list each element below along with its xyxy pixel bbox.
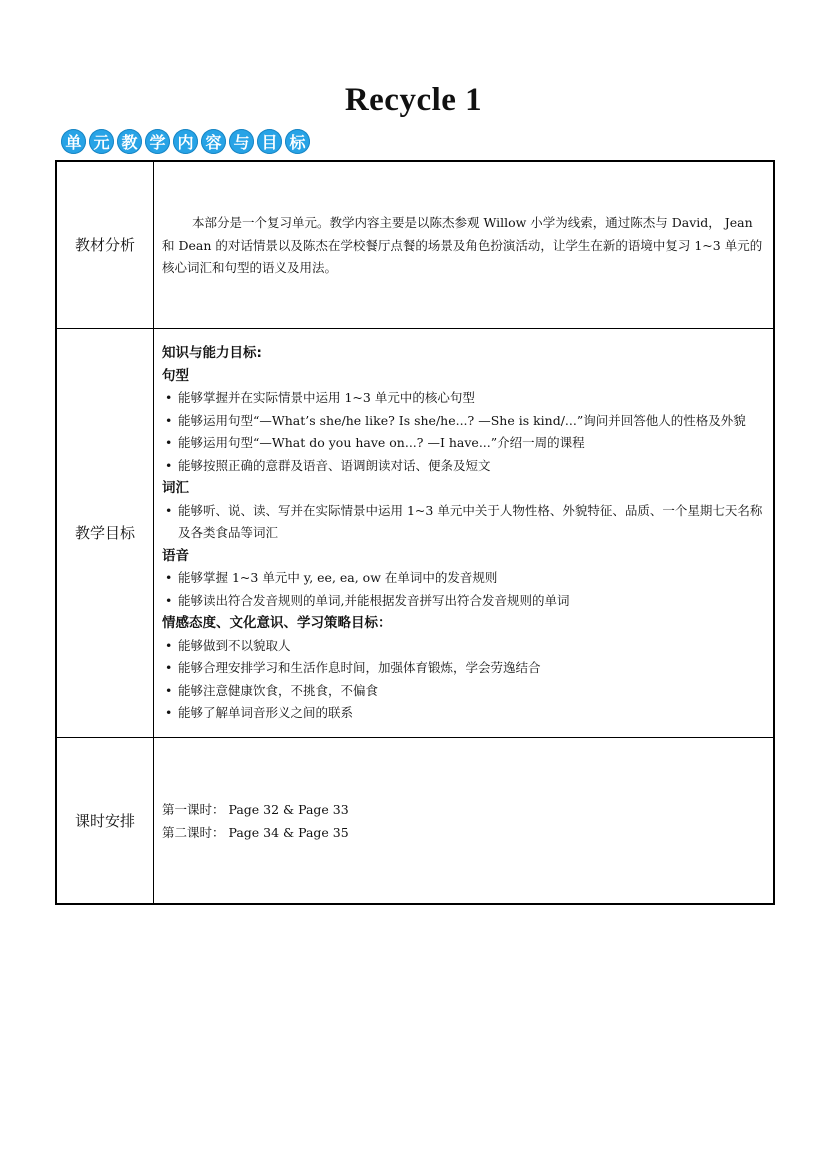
list-item: • 能够运用句型“—What do you have on...? —I have...”介绍一周的课程 bbox=[162, 432, 765, 455]
section-banner bbox=[61, 129, 310, 154]
analysis-label: 教材分析 bbox=[56, 161, 154, 328]
page-title: Recycle 1 bbox=[344, 82, 483, 118]
schedule-label: 课时安排 bbox=[56, 737, 154, 904]
analysis-row bbox=[56, 161, 774, 328]
banner-char: 容 bbox=[201, 129, 226, 154]
sentence-list bbox=[162, 387, 765, 477]
goals-label: 教学目标 bbox=[56, 328, 154, 737]
list-item: • 能够运用句型“—What’s she/he like? Is she/he...? —She is kind/...”询问并回答他人的性格及外貌 bbox=[162, 410, 765, 433]
schedule-row bbox=[56, 737, 774, 904]
list-item: • 能够按照正确的意群及语音、语调朗读对话、便条及短文 bbox=[162, 455, 765, 478]
banner-char: 标 bbox=[285, 129, 310, 154]
list-item: • 能够了解单词音形义之间的联系 bbox=[162, 702, 765, 725]
attitude-heading: 情感态度、文化意识、学习策略目标： bbox=[162, 615, 392, 632]
sentence-heading: 句型 bbox=[162, 367, 189, 384]
lesson-plan-table bbox=[55, 160, 775, 905]
schedule-cell bbox=[154, 737, 775, 904]
list-item: • 能够听、说、读、写并在实际情景中运用 1~3 单元中关于人物性格、外貌特征、品质、一个星期七天名称及各类食品等词汇 bbox=[162, 500, 765, 545]
banner-char: 元 bbox=[89, 129, 114, 154]
lesson-line: 第二课时： Page 34 & Page 35 bbox=[162, 825, 349, 841]
knowledge-heading: 知识与能力目标: bbox=[162, 345, 262, 362]
banner-char: 与 bbox=[229, 129, 254, 154]
goals-row bbox=[56, 328, 774, 737]
attitude-list bbox=[162, 635, 765, 725]
list-item: • 能够合理安排学习和生活作息时间，加强体育锻炼，学会劳逸结合 bbox=[162, 657, 765, 680]
phonics-list bbox=[162, 567, 765, 612]
banner-char: 内 bbox=[173, 129, 198, 154]
banner-char: 教 bbox=[117, 129, 142, 154]
phonics-heading: 语音 bbox=[162, 547, 189, 564]
goals-cell bbox=[154, 328, 775, 737]
banner-char: 单 bbox=[61, 129, 86, 154]
analysis-cell bbox=[154, 161, 775, 328]
list-item: • 能够掌握并在实际情景中运用 1~3 单元中的核心句型 bbox=[162, 387, 765, 410]
vocab-heading: 词汇 bbox=[162, 480, 189, 497]
list-item: • 能够做到不以貌取人 bbox=[162, 635, 765, 658]
list-item: • 能够注意健康饮食，不挑食，不偏食 bbox=[162, 680, 765, 703]
analysis-text: 本部分是一个复习单元。教学内容主要是以陈杰参观 Willow 小学为线索，通过陈杰与 David， Jean 和 Dean 的对话情景以及陈杰在学校餐厅点餐的场景及角色扮演活动，让学生在新的语境中复习 1~3 单元的核心词汇和句型的语义及用法。 bbox=[162, 215, 763, 275]
list-item: • 能够读出符合发音规则的单词,并能根据发音拼写出符合发音规则的单词 bbox=[162, 590, 765, 613]
banner-char: 目 bbox=[257, 129, 282, 154]
banner-char: 学 bbox=[145, 129, 170, 154]
list-item: • 能够掌握 1~3 单元中 y, ee, ea, ow 在单词中的发音规则 bbox=[162, 567, 765, 590]
lesson-line: 第一课时： Page 32 & Page 33 bbox=[162, 802, 349, 818]
vocab-list bbox=[162, 500, 765, 545]
